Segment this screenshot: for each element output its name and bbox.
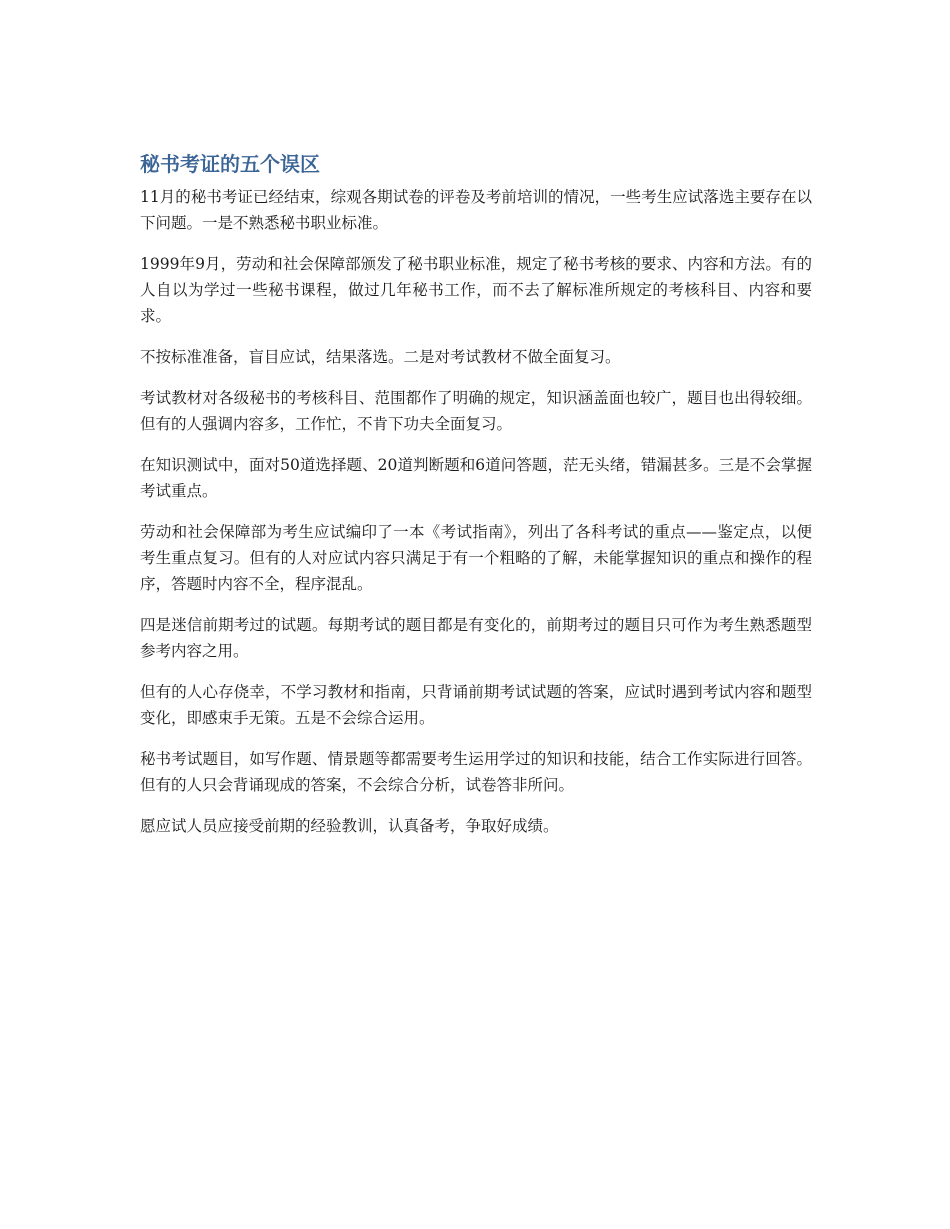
paragraph-10: 愿应试人员应接受前期的经验教训，认真备考，争取好成绩。 [140,817,559,835]
paragraph-1: 11月的秘书考证已经结束，综观各期试卷的评卷及考前培训的情况，一些考生应试落选主要存在以下问题。一是不熟悉秘书职业标准。 [140,188,812,232]
document-body [140,150,812,854]
paragraph-4: 考试教材对各级秘书的考核科目、范围都作了明确的规定，知识涵盖面也较广，题目也出得较细。但有的人强调内容多，工作忙，不肯下功夫全面复习。 [140,389,812,433]
document-title: 秘书考证的五个误区 [140,152,320,176]
paragraph-9: 秘书考试题目，如写作题、情景题等都需要考生运用学过的知识和技能，结合工作实际进行回答。但有的人只会背诵现成的答案，不会综合分析，试卷答非所问。 [140,750,812,794]
paragraph-8: 但有的人心存侥幸，不学习教材和指南，只背诵前期考试试题的答案，应试时遇到考试内容和题型变化，即感束手无策。五是不会综合运用。 [140,683,812,727]
paragraph-2: 1999年9月，劳动和社会保障部颁发了秘书职业标准，规定了秘书考核的要求、内容和方法。有的人自以为学过一些秘书课程，做过几年秘书工作，而不去了解标准所规定的考核科目、内容和要求。 [140,255,812,325]
paragraph-6: 劳动和社会保障部为考生应试编印了一本《考试指南》，列出了各科考试的重点——鉴定点，以便考生重点复习。但有的人对应试内容只满足于有一个粗略的了解，未能掌握知识的重点和操作的程序，答题时内容不全，程序混乱。 [140,523,812,593]
paragraph-7: 四是迷信前期考过的试题。每期考试的题目都是有变化的，前期考过的题目只可作为考生熟悉题型参考内容之用。 [140,616,812,660]
paragraph-5: 在知识测试中，面对50道选择题、20道判断题和6道问答题，茫无头绪，错漏甚多。三是不会掌握考试重点。 [140,456,812,500]
paragraph-3: 不按标准准备，盲目应试，结果落选。二是对考试教材不做全面复习。 [140,348,621,366]
